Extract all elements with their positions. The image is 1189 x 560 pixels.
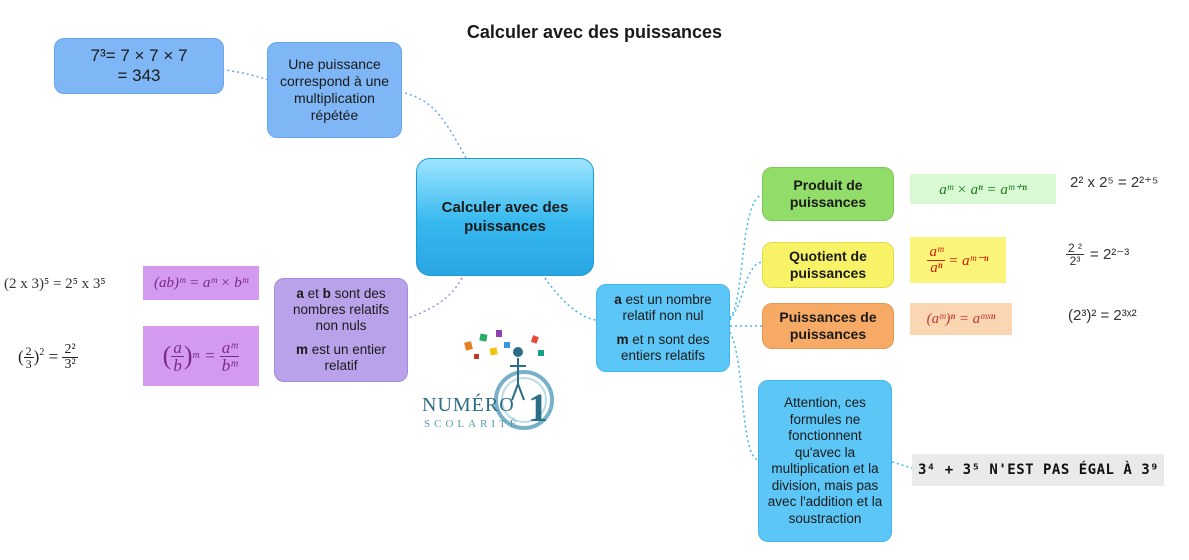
puissances-formula: (aᵐ)ⁿ = aᵐˣⁿ: [910, 303, 1012, 335]
numero-1-logo: [420, 320, 570, 440]
link-right-attention: [730, 332, 758, 460]
link-center-definition: [402, 92, 466, 158]
produit-example: 2² x 2⁵ = 2²⁺⁵: [1070, 174, 1159, 191]
link-right-produit: [730, 195, 762, 318]
puissances-node: [762, 303, 894, 349]
right-conditions-node: [596, 284, 730, 372]
left-product-example: (2 x 3)⁵ = 2⁵ x 3⁵: [4, 275, 106, 292]
left-conditions-ab: a et b sont des nombres relatifs non nuls: [292, 286, 390, 333]
logo-subword: SCOLARITÉ: [424, 418, 521, 430]
definition-node: [267, 42, 402, 138]
page-title: Calculer avec des puissances: [466, 22, 723, 42]
attention-text: Attention, ces formules ne fonctionnent qu'avec la multiplication et la division, mais pas avec l'addition et la soustraction: [767, 395, 883, 526]
quotient-label: Quotient de puissances: [789, 248, 867, 281]
definition-text: Une puissance correspond à une multiplication répétée: [280, 56, 389, 123]
produit-formula: aᵐ × aⁿ = aᵐ⁺ⁿ: [910, 174, 1056, 204]
produit-label: Produit de puissances: [789, 177, 867, 210]
link-definition-example: [224, 70, 268, 80]
puissances-example: (2³)² = 2³ˣ²: [1068, 306, 1137, 324]
left-conditions-m: m est un entier relatif: [295, 342, 387, 373]
link-center-left: [408, 278, 462, 318]
right-conditions-m: m et n sont des entiers relatifs: [616, 332, 710, 363]
example-power-line2: = 343: [117, 66, 161, 85]
logo-word: NUMÉRO: [422, 394, 515, 416]
example-power-line1: 7³= 7 × 7 × 7: [90, 46, 188, 65]
quotient-formula: $\frac{\text{aᵐ}}{\text{aⁿ}}$ = aᵐ⁻ⁿ: [910, 237, 1006, 283]
link-right-quotient: [730, 262, 762, 320]
left-fraction-example: ( $\frac{2}{3}$ )$^2$ = $\frac{\text{2²}}{\text{3²}}$: [18, 341, 76, 372]
left-product-formula: (ab)ᵐ = aᵐ × bᵐ: [143, 266, 259, 300]
attention-node: [758, 380, 892, 542]
produit-node: [762, 167, 894, 221]
logo-digit: 1: [528, 385, 548, 430]
puissances-label: Puissances de puissances: [779, 309, 877, 342]
left-conditions-node: [274, 278, 408, 382]
quotient-example: $\frac{\text{2 ²}}{\text{2³}}$ = 2²⁻³: [1068, 240, 1130, 268]
warning-banner: 3⁴ + 3⁵ N'EST PAS ÉGAL À 3⁹: [912, 454, 1164, 486]
quotient-node: [762, 242, 894, 288]
example-power-node: [54, 38, 224, 94]
link-attention-warning: [892, 462, 912, 468]
center-node: [416, 158, 594, 276]
right-conditions-a: a est un nombre relatif non nul: [614, 292, 712, 323]
left-fraction-formula: ( $\frac{a}{b}$ ) m = $\frac{\text{aᵐ}}{\text{bᵐ}}$: [143, 326, 259, 386]
link-center-right: [545, 278, 596, 320]
center-label: Calculer avec des puissances: [441, 199, 569, 235]
